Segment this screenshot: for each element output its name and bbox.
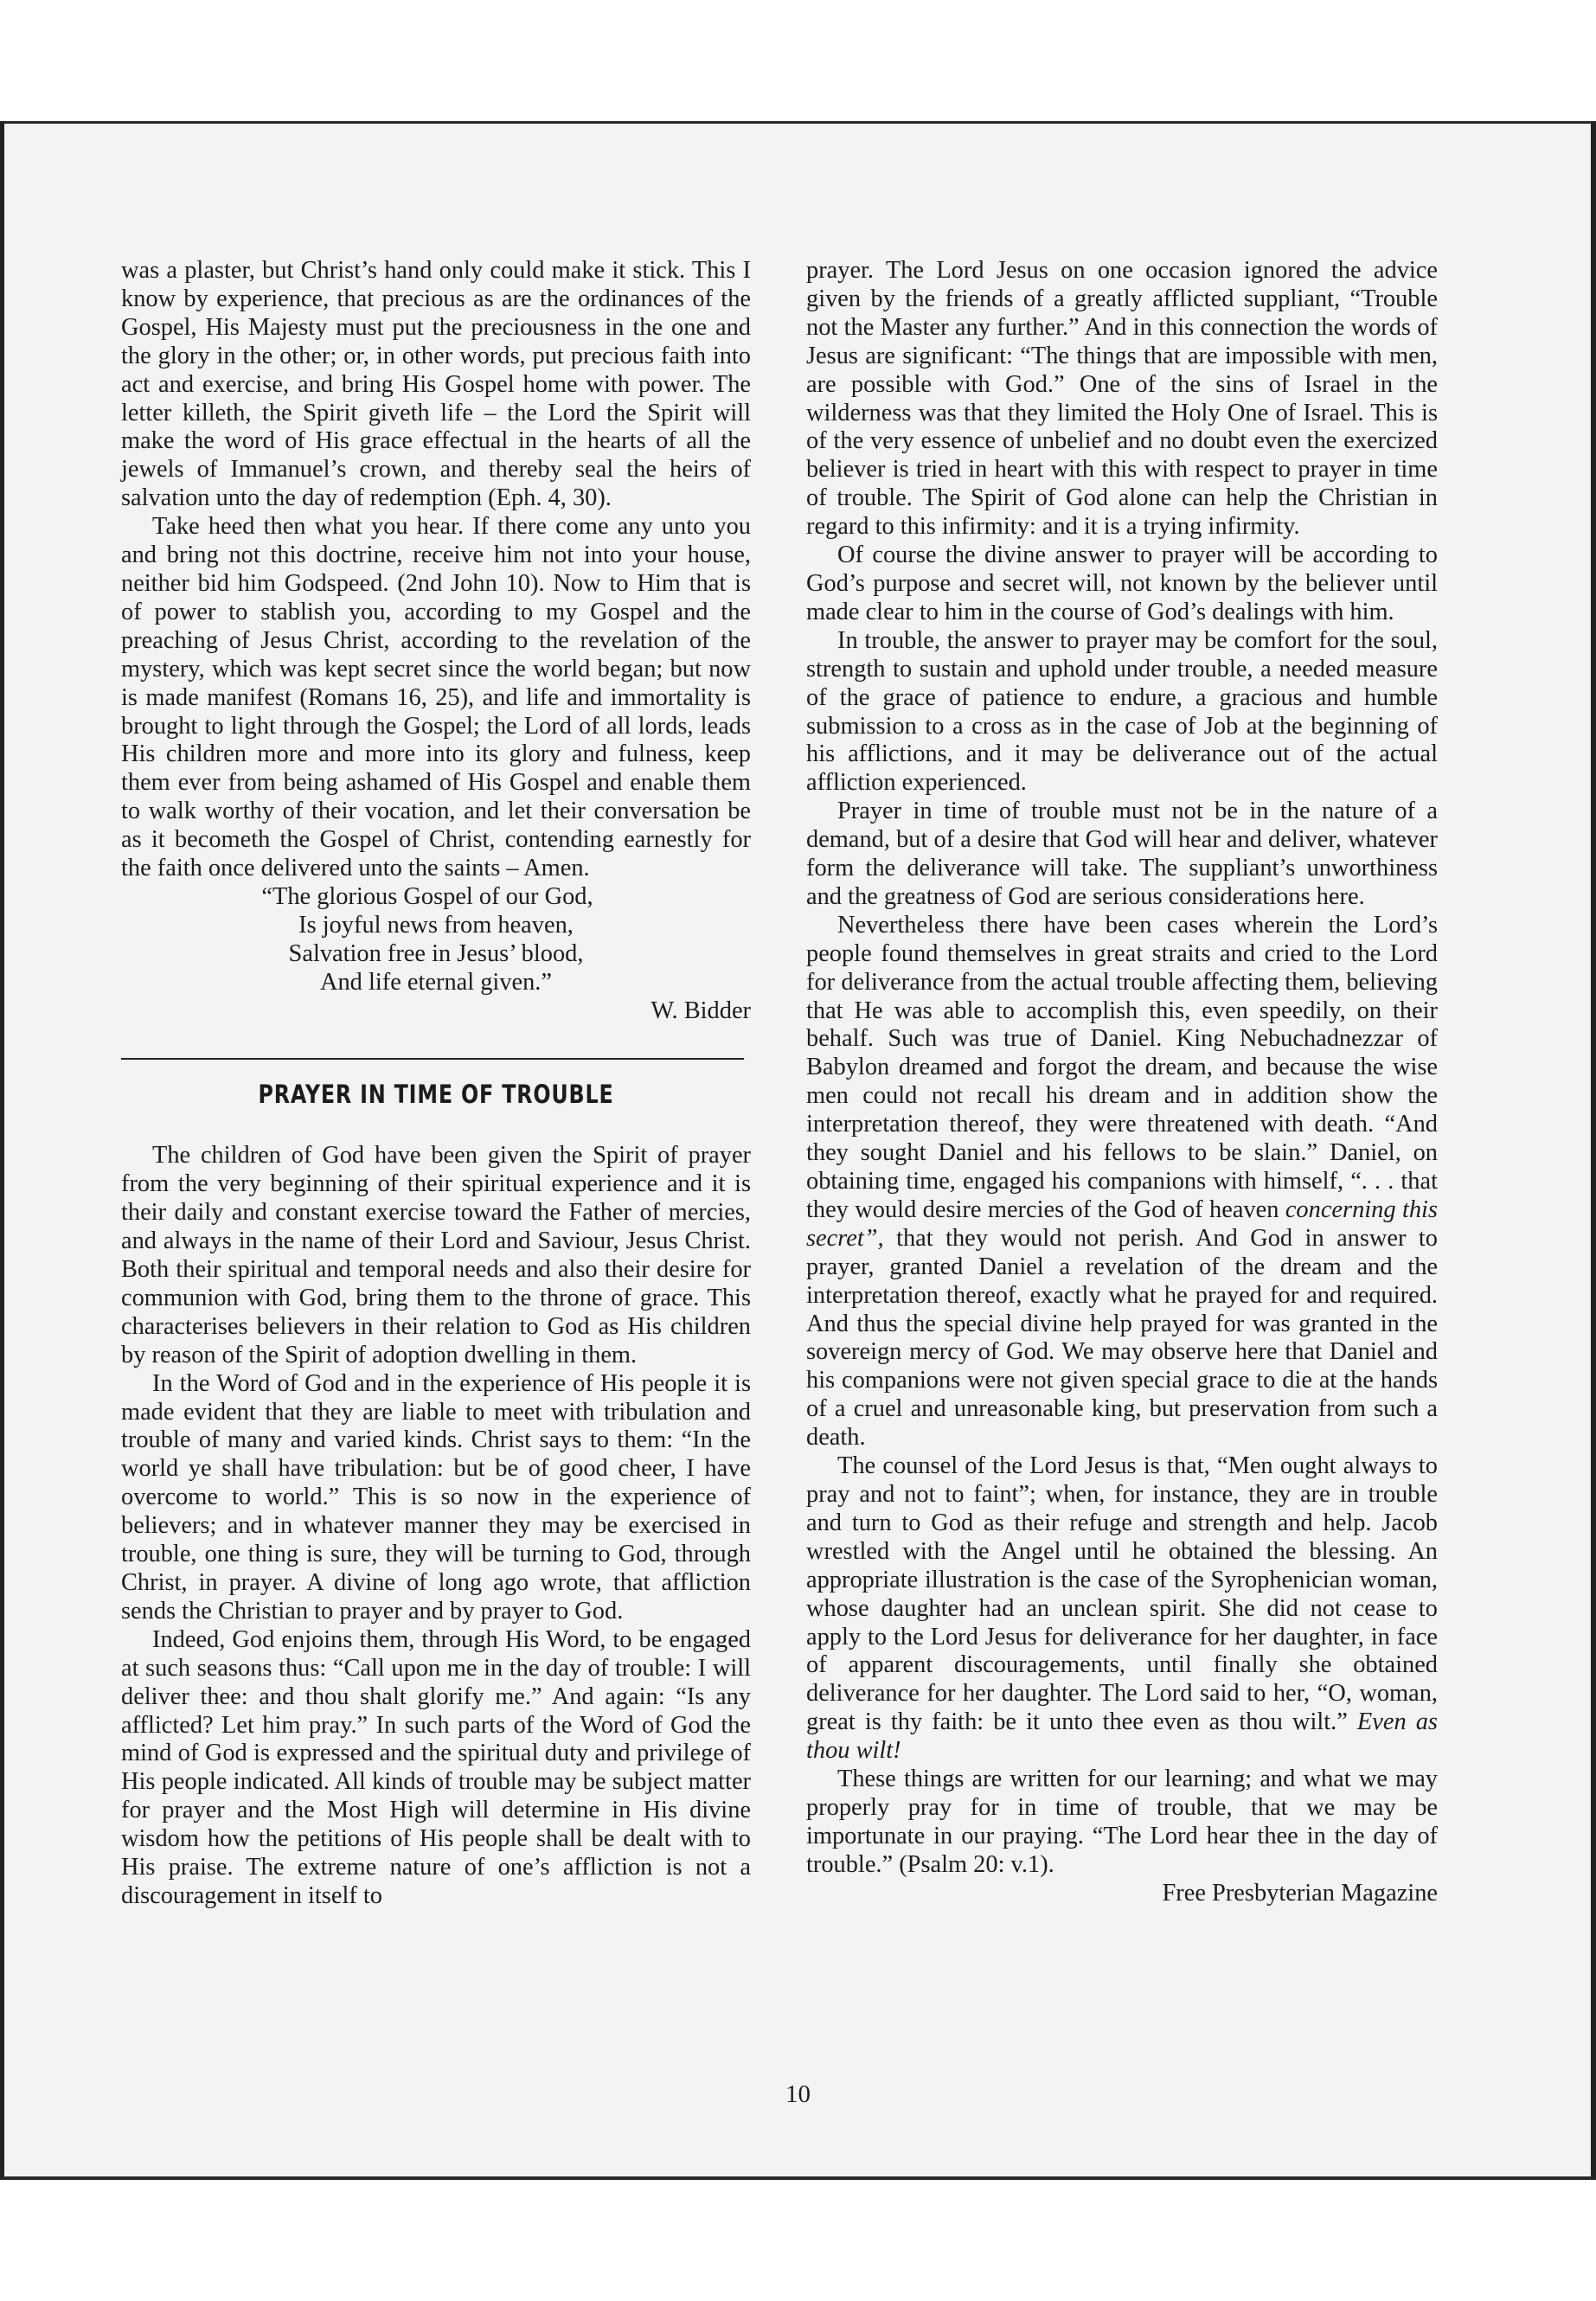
- text-run: Nevertheless there have been cases wherein the Lord’s people found themselves in great straits and cried to the Lord for deliverance from the actual trouble affecting them, believing that He was able to accomplish this, even speedily, on their behalf. Such was true of Daniel. King Nebuchadnezzar of Babylon dreamed and forgot the dream, and because the wise men could not recall his dream and in addition show the interpretation thereof, they were threatened with death. “And they sought Daniel and his fellows to be slain.” Daniel, on obtaining time, engaged his companions with himself, “. . . that they would desire mercies of the God of heaven: [806, 911, 1438, 1223]
- poem-line: “The glorious Gospel of our God,: [261, 882, 593, 910]
- left-column: [121, 257, 751, 1911]
- page-number: 10: [785, 2080, 811, 2108]
- paragraph: [806, 912, 1438, 1452]
- poem-line: Salvation free in Jesus’ blood,: [288, 939, 584, 967]
- italic-text: concerning this secret”,: [806, 1195, 1438, 1252]
- paragraph: [806, 1452, 1438, 1766]
- paragraph: Prayer in time of trouble must not be in the nature of a demand, but of a desire that God will hear and deliver, whatever form the deliverance will take. The suppliant’s unworthiness and the greatness of God are serious considerations here.: [806, 798, 1438, 910]
- paragraph: In trouble, the answer to prayer may be comfort for the soul, strength to sustain and uphold under trouble, a needed measure of the grace of patience to endure, a gracious and humble submission to a cross as in the case of Job at the beginning of his afflictions, and it may be deliverance out of the actual affliction experienced.: [806, 626, 1438, 797]
- text-run: that they would not perish. And God in answer to prayer, granted Daniel a revelation of the dream and the interpretation thereof, exactly what he prayed for and required. And thus the special divine help prayed for was granted in the sovereign mercy of God. We may observe here that Daniel and his companions were not given special grace to die at the hands of a cruel and unreasonable king, but preservation from such a death.: [806, 1224, 1438, 1452]
- italic-text: Even as thou wilt!: [806, 1708, 1438, 1765]
- paragraph: In the Word of God and in the experience of His people it is made evident that they are liable to meet with tribulation and trouble of many and varied kinds. Christ says to them: “In the world ye shall have tribulation: but be of good cheer, I have overcome to world.” This is so now in the experience of believers; and in whatever manner they may be exercised in trouble, one thing is sure, they will be turning to God, through Christ, in prayer. A divine of long ago wrote, that affliction sends the Christian to prayer and by prayer to God.: [121, 1369, 751, 1625]
- paragraph: prayer. The Lord Jesus on one occasion ignored the advice given by the friends of a greatly afflicted suppliant, “Trouble not the Master any further.” And in this connection the words of Jesus are significant: “The things that are impossible with men, are possible with God.” One of the sins of Israel in the wilderness was that they limited the Holy One of Israel. This is of the very essence of unbelief and no doubt even the exercized believer is tried in heart with this with respect to prayer in time of trouble. The Spirit of God alone can help the Christian in regard to this infirmity: and it is a trying infirmity.: [806, 257, 1438, 541]
- paragraph: Indeed, God enjoins them, through His Word, to be engaged at such seasons thus: “Call upon me in the day of trouble: I will deliver thee: and thou shalt glorify me.” And again: “Is any afflicted? Let him pray.” In such parts of the Word of God the mind of God is expressed and the spiritual duty and privilege of His people indicated. All kinds of trouble may be subject matter for prayer and the Most High will determine in His divine wisdom how the petitions of His people shall be dealt with to His praise. The extreme nature of one’s affliction is not a discouragement in itself to: [121, 1625, 751, 1909]
- article-heading: PRAYER IN TIME OF TROUBLE: [258, 1080, 614, 1110]
- source-attribution: Free Presbyterian Magazine: [1162, 1879, 1438, 1907]
- paragraph: These things are written for our learning; and what we may properly pray for in time of trouble, that we may be importunate in our praying. “The Lord hear thee in the day of trouble.” (Psalm 20: v.1).: [806, 1766, 1438, 1878]
- right-column: [806, 257, 1438, 1908]
- poem-line: And life eternal given.”: [319, 968, 553, 996]
- poem: [121, 883, 751, 997]
- paragraph: Take heed then what you hear. If there come any unto you and bring not this doctrine, receive him not into your house, neither bid him Godspeed. (2nd John 10). Now to Him that is of power to stablish you, according to my Gospel and the preaching of Jesus Christ, according to the revelation of the mystery, which was kept secret since the world began; but now is made manifest (Romans 16, 25), and life and immortality is brought to light through the Gospel; the Lord of all lords, leads His children more and more into its glory and fulness, keep them ever from being ashamed of His Gospel and enable them to walk worthy of their vocation, and let their conversation be as it becometh the Gospel of Christ, contending earnestly for the faith once delivered unto the saints – Amen.: [121, 513, 751, 882]
- poem-author: W. Bidder: [651, 997, 751, 1024]
- text-run: The counsel of the Lord Jesus is that, “Men ought always to pray and not to faint”; when, for instance, they are in trouble and turn to God as their refuge and strength and help. Jacob wrestled with the Angel until he obtained the blessing. An appropriate illustration is the case of the Syrophenician woman, whose daughter had an unclean spirit. She did not cease to apply to the Lord Jesus for deliverance for her daughter, in face of apparent discouragements, until finally she obtained deliverance for her daughter. The Lord said to her, “O, woman, great is thy faith: be it unto thee even as thou wilt.”: [806, 1452, 1438, 1736]
- poem-line: Is joyful news from heaven,: [298, 911, 574, 939]
- paragraph: Of course the divine answer to prayer will be according to God’s purpose and secret will, not known by the believer until made clear to him in the course of God’s dealings with him.: [806, 542, 1438, 625]
- paragraph: The children of God have been given the Spirit of prayer from the very beginning of their spiritual experience and it is their daily and constant exercise toward the Father of mercies, and always in the name of their Lord and Saviour, Jesus Christ. Both their spiritual and temporal needs and also their desire for communion with God, bring them to the throne of grace. This characterises believers in their relation to God as His children by reason of the Spirit of adoption dwelling in them.: [121, 1142, 751, 1368]
- paragraph: was a plaster, but Christ’s hand only could make it stick. This I know by experience, that precious as are the ordinances of the Gospel, His Majesty must put the preciousness in the one and the glory in the other; or, in other words, put precious faith into act and exercise, and bring His Gospel home with power. The letter killeth, the Spirit giveth life – the Lord the Spirit will make the word of His grace effectual in the hearts of all the jewels of Immanuel’s crown, and thereby seal the heirs of salvation unto the day of redemption (Eph. 4, 30).: [121, 257, 751, 512]
- section-divider: [121, 1058, 744, 1060]
